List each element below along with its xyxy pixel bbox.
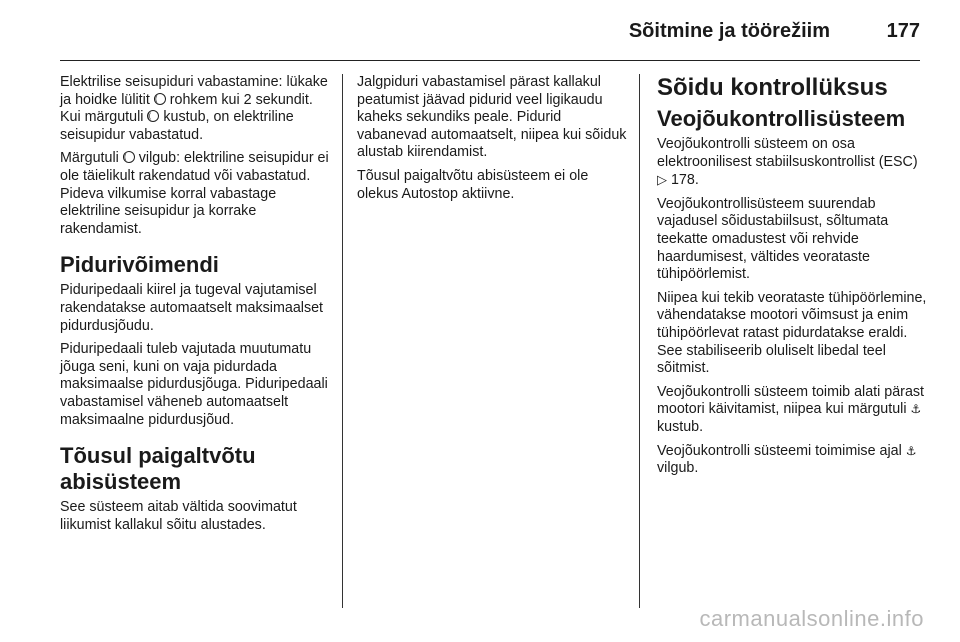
text-fragment: Veojõukontrolli süsteemi toimimise ajal: [657, 442, 906, 459]
header-rule: [60, 60, 920, 61]
paragraph-hill-start-3: Tõusul paigaltvõtu abisüsteem ei ole olekus Autostop aktiivne.: [357, 167, 589, 202]
paragraph-hill-start-1: See süsteem aitab vältida soovimatut liikumist kallakul sõitu alustades.: [60, 499, 297, 533]
column-2: [357, 74, 629, 209]
traction-control-icon: ⚓: [905, 443, 917, 458]
parking-brake-icon: [123, 151, 135, 163]
parking-brake-icon: [154, 93, 166, 105]
paragraph-brake-assist-2: Piduripedaali tuleb vajutada muutumatu jõuga seni, kuni on vaja pidurdada maksimaalse pidurdusjõuga. Piduripedaali vabastamisel väheneb automaatselt maksimaalne pidurdusjõud.: [60, 341, 328, 428]
text-fragment: vilgub: elektriline seisupidur ei ole täielikult rakendatud või vabastatud. Pideva vilkumise korral vabastage elektriline seisupidur ja korrake rakendamist.: [60, 150, 329, 237]
paragraph-traction-1: [657, 136, 927, 190]
page-header: [0, 0, 960, 62]
text-fragment: Veojõukontrolli süsteem on osa elektroonilisest stabiilsuskontrollist (ESC): [657, 136, 918, 170]
column-3: [657, 74, 927, 484]
heading-brake-assist: Pidurivõimendi: [60, 252, 219, 278]
paragraph-traction-4: [657, 384, 927, 437]
heading-ride-control: Sõidu kontrollüksus: [657, 74, 888, 101]
paragraph-traction-2: Veojõukontrollisüsteem suurendab vajadusel sõidustabiilsust, sõltumata teekatte omadustest või rehvide haardumisest, vältides veorataste tühipöörlemist.: [657, 195, 889, 283]
parking-brake-icon: [147, 110, 159, 122]
page-reference-link[interactable]: 178: [670, 172, 695, 189]
paragraph-parking-brake-release: [60, 74, 330, 144]
paragraph-parking-brake-flashing: [60, 150, 330, 238]
paragraph-traction-5: [657, 443, 927, 478]
text-fragment: .: [694, 172, 699, 189]
text-fragment: vilgub.: [657, 460, 699, 477]
column-divider-1: [342, 74, 343, 608]
text-fragment: rohkem kui 2 sekundit. Kui märgutuli: [60, 91, 313, 126]
reference-arrow-icon: ▷: [657, 172, 667, 188]
text-fragment: Elektrilise seisupiduri vabastamine: lükake ja hoidke lülitit: [60, 74, 328, 108]
text-fragment: Veojõukontrolli süsteem toimib alati pärast mootori käivitamist, niipea kui märgutuli: [657, 383, 925, 418]
watermark: carmanualsonline.info: [699, 606, 924, 631]
heading-hill-start-assist: Tõusul paigaltvõtu abisüsteem: [60, 443, 256, 495]
page-number: 177: [886, 20, 920, 42]
section-title: Sõitmine ja töörežiim: [628, 20, 830, 42]
paragraph-traction-3: Niipea kui tekib veorataste tühipöörlemine, vähendatakse mootori võimsust ja enim tühipöörlevat ratast pidurdatakse eraldi. See stabiliseerib oluliselt libedal teel sõitmist.: [657, 289, 927, 377]
text-fragment: kustub.: [657, 418, 704, 435]
column-divider-2: [639, 74, 640, 608]
text-fragment: Märgutuli: [60, 150, 123, 167]
heading-traction-control: Veojõukontrollisüsteem: [657, 106, 906, 131]
text-fragment: kustub, on elektriline seisupidur vabastatud.: [60, 109, 294, 143]
paragraph-hill-start-2: Jalgpiduri vabastamisel pärast kallakul peatumist jäävad pidurid veel ligikaudu kaheks sekundiks peale. Pidurid vabanevad automaatselt, niipea kui sõiduk alustab kiirendamist.: [357, 74, 627, 161]
column-1: [60, 74, 330, 540]
paragraph-brake-assist-1: Piduripedaali kiirel ja tugeval vajutamisel rakendatakse automaatselt maksimaalset pidurdusjõudu.: [60, 282, 324, 334]
traction-control-icon: ⚓: [910, 402, 922, 417]
